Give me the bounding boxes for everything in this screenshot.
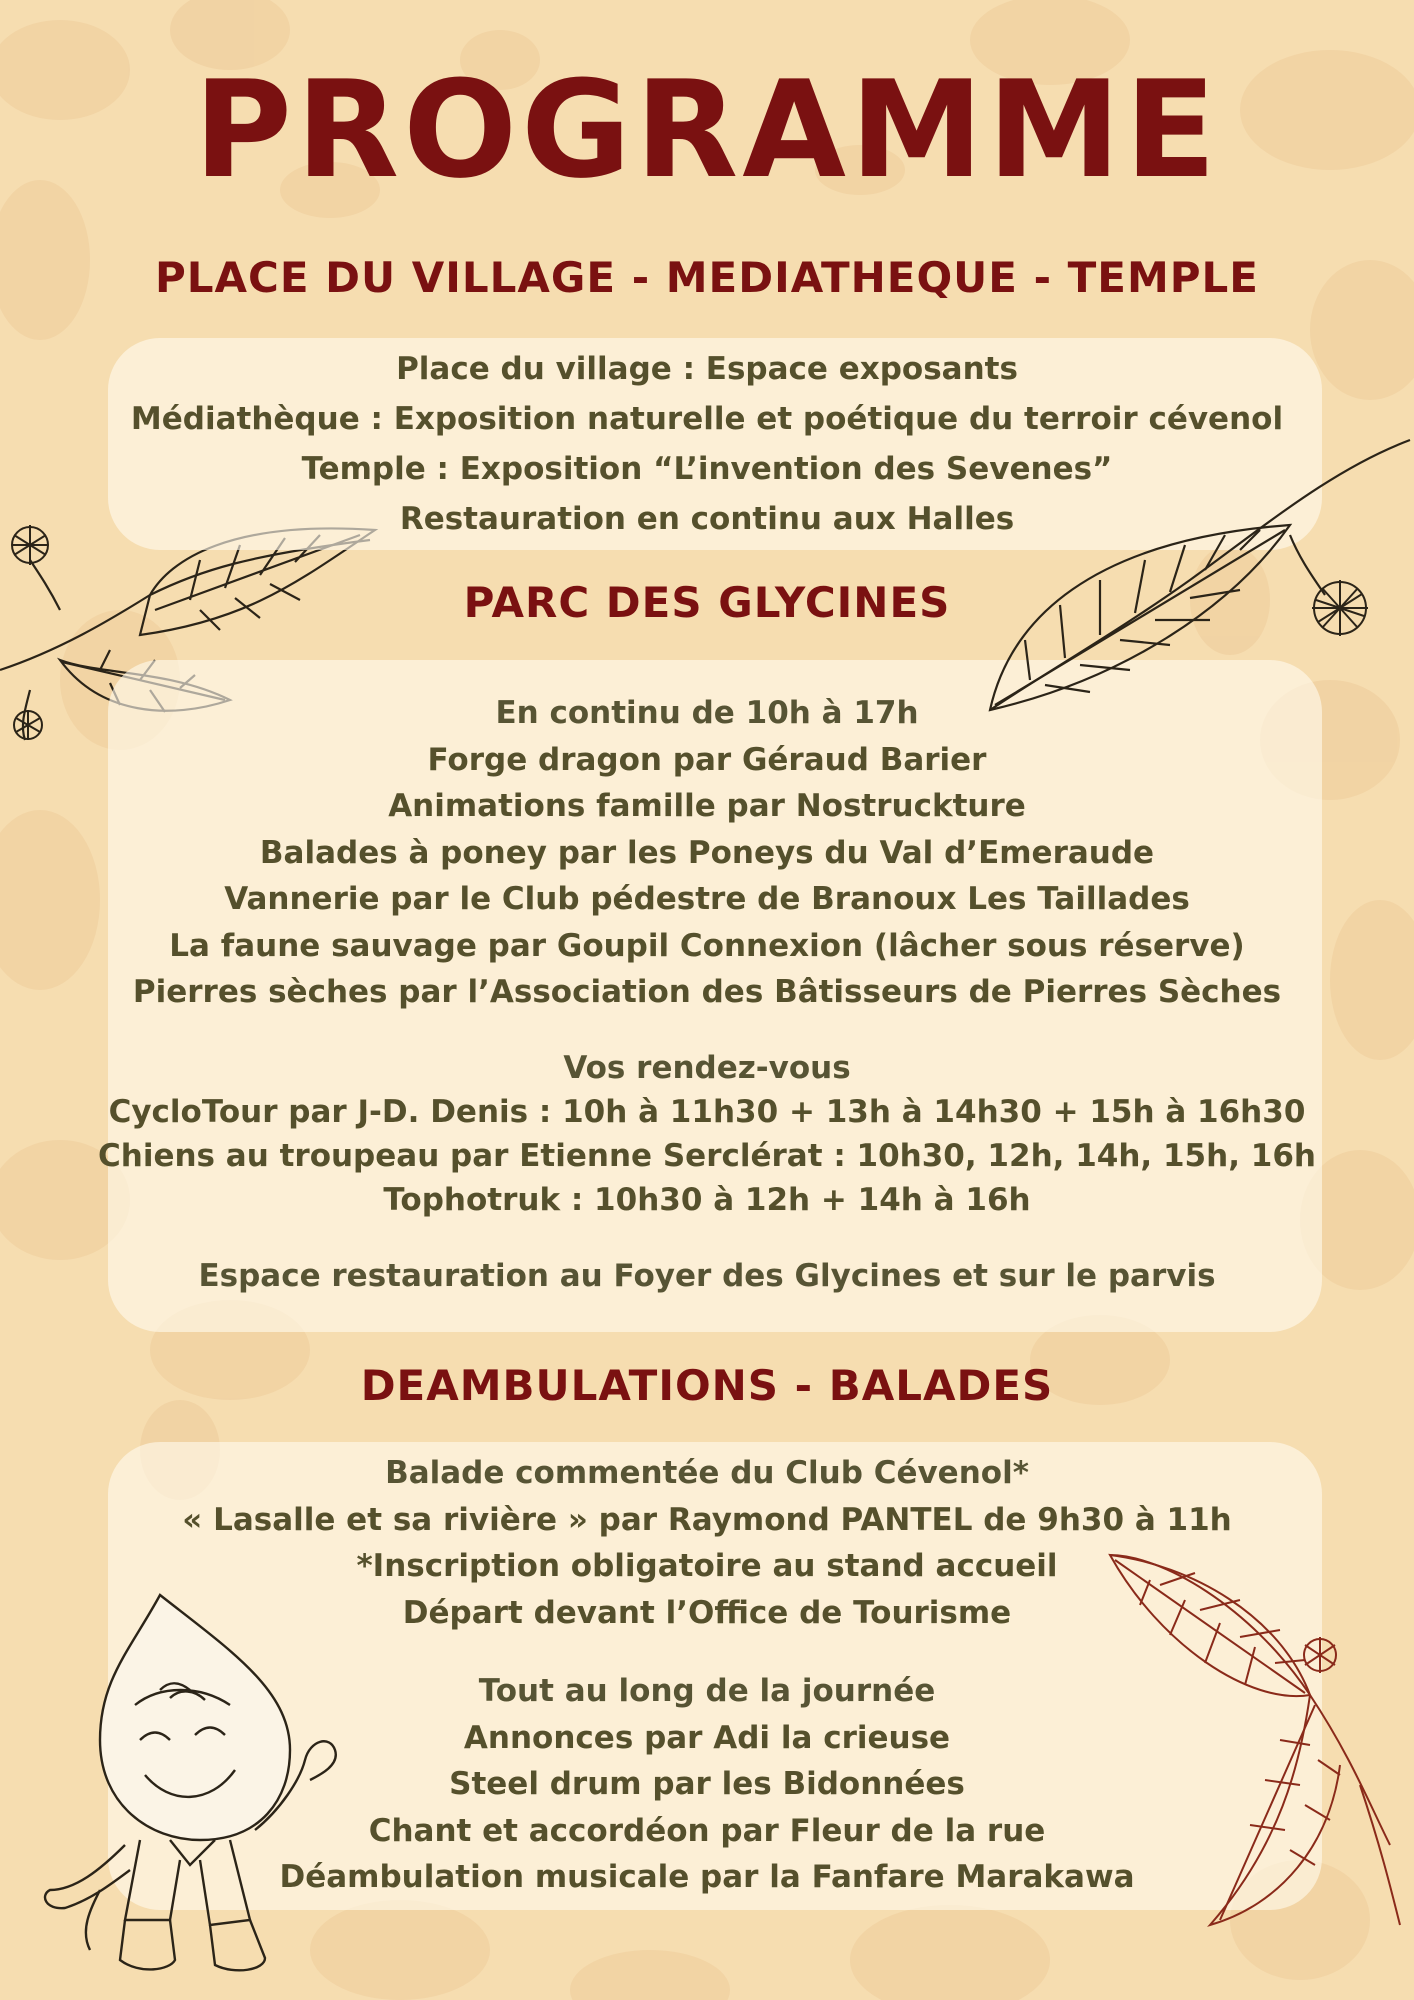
list-item: Annonces par Adi la crieuse [463, 1719, 951, 1756]
list-item: Place du village : Espace exposants [396, 351, 1018, 387]
section-heading-parc-des-glycines: PARC DES GLYCINES [463, 578, 951, 627]
list-item: La faune sauvage par Goupil Connexion (lâcher sous réserve) [169, 927, 1245, 964]
group-title: Balade commentée du Club Cévenol* [385, 1455, 1029, 1491]
group-title: Vos rendez-vous [563, 1050, 851, 1086]
list-item: Steel drum par les Bidonnées [449, 1766, 965, 1802]
list-item: « Lasalle et sa rivière » par Raymond PANTEL de 9h30 à 11h [182, 1501, 1232, 1538]
list-item: Déambulation musicale par la Fanfare Marakawa [279, 1859, 1135, 1895]
section-heading-place-du-village: PLACE DU VILLAGE - MEDIATHEQUE - TEMPLE [154, 253, 1260, 302]
group-en-continu [0, 690, 1414, 1016]
list-item: Animations famille par Nostruckture [388, 788, 1026, 824]
list-item: Balades à poney par les Poneys du Val d’Emeraude [259, 834, 1155, 871]
list-item: Tophotruk : 10h30 à 12h + 14h à 16h [383, 1182, 1031, 1218]
chestnut-mascot-icon [30, 1590, 390, 1980]
group-espace-restauration [0, 1252, 1414, 1300]
page-title: PROGRAMME [193, 52, 1221, 208]
group-title: Espace restauration au Foyer des Glycines et sur le parvis [198, 1258, 1216, 1294]
group-title: Tout au long de la journée [478, 1673, 936, 1709]
group-vos-rendez-vous [0, 1046, 1414, 1222]
beech-branch-right-icon [970, 430, 1414, 730]
list-item: *Inscription obligatoire au stand accueil [356, 1548, 1058, 1584]
list-item: Départ devant l’Office de Tourisme [402, 1594, 1012, 1631]
list-item: Forge dragon par Géraud Barier [427, 741, 987, 778]
list-item: Temple : Exposition “L’invention des Sevenes” [301, 451, 1113, 487]
list-item: Vannerie par le Club pédestre de Branoux Les Taillades [224, 881, 1190, 917]
list-item: Chiens au troupeau par Etienne Serclérat : 10h30, 12h, 14h, 15h, 16h [98, 1138, 1316, 1174]
list-item: Pierres sèches par l’Association des Bâtisseurs de Pierres Sèches [132, 974, 1282, 1010]
list-item: Restauration en continu aux Halles [399, 501, 1015, 537]
list-item: Médiathèque : Exposition naturelle et poétique du terroir cévenol [130, 401, 1284, 437]
beech-branch-bottom-right-icon [1100, 1545, 1414, 1945]
group-title: En continu de 10h à 17h [495, 695, 919, 731]
list-item: Chant et accordéon par Fleur de la rue [368, 1812, 1046, 1849]
list-item: CycloTour par J-D. Denis : 10h à 11h30 + 13h à 14h30 + 15h à 16h30 [108, 1094, 1306, 1130]
section-heading-deambulations: DEAMBULATIONS - BALADES [360, 1361, 1054, 1410]
